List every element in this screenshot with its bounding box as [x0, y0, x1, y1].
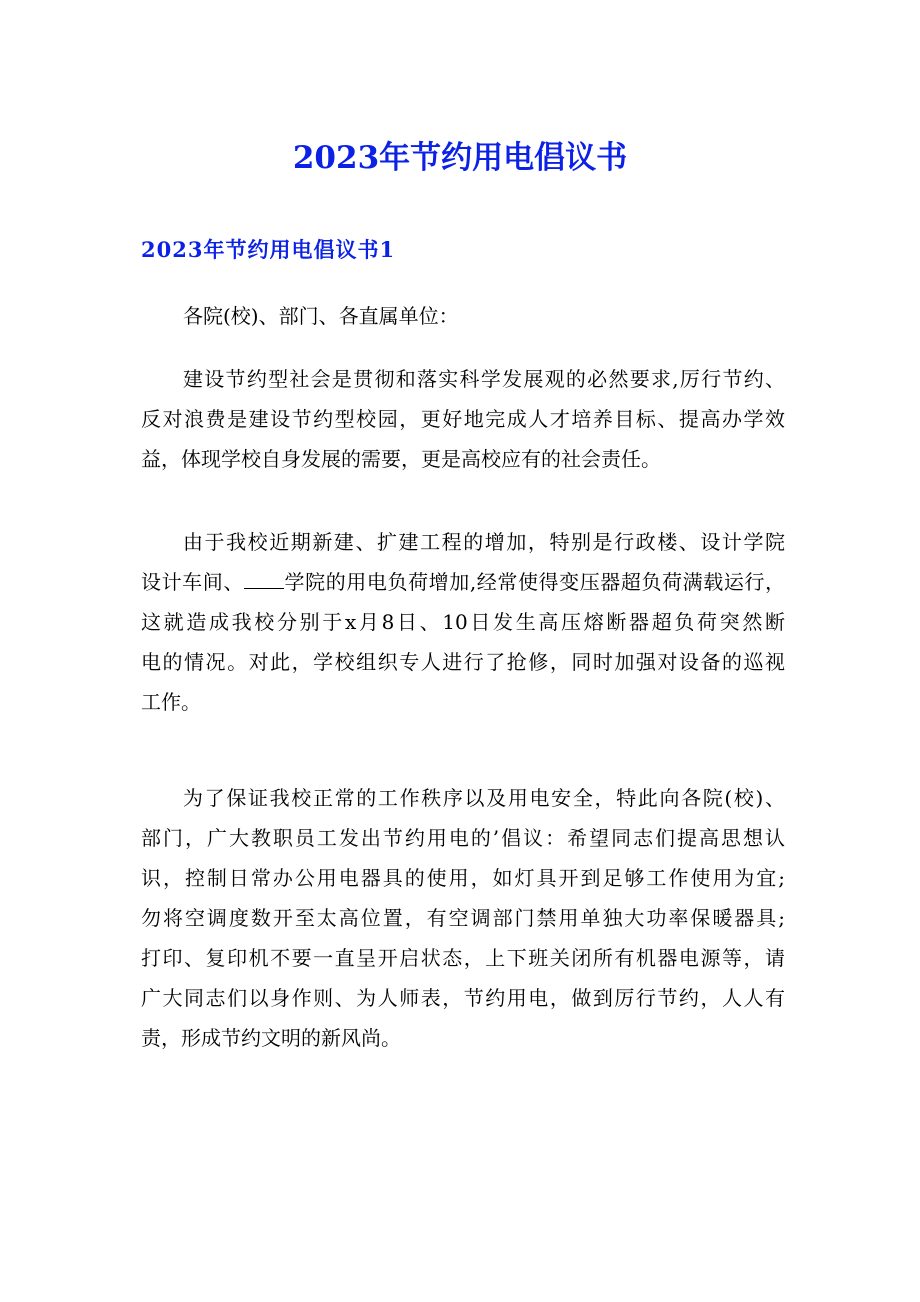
paragraph-line: 电的情况。对此，学校组织专人进行了抢修，同时加强对设备的巡视: [141, 650, 785, 674]
paragraph-line: 打印、复印机不要一直呈开启状态，上下班关闭所有机器电源等，请: [141, 946, 785, 970]
paragraph-line: 建设节约型社会是贯彻和落实科学发展观的必然要求,厉行节约、: [183, 367, 785, 391]
paragraph-line: 这就造成我校分别于x月8日、10日发生高压熔断器超负荷突然断: [141, 610, 785, 634]
paragraph-line: 部门，广大教职员工发出节约用电的’倡议：希望同志们提高思想认: [141, 826, 785, 850]
paragraph-line: 责，形成节约文明的新风尚。: [141, 1026, 401, 1050]
paragraph-line: 勿将空调度数开至太高位置，有空调部门禁用单独大功率保暖器具;: [141, 906, 785, 930]
paragraph-line-with-blank: [141, 562, 785, 602]
document-title: 2023年节约用电倡议书: [292, 140, 628, 176]
paragraph-line: 反对浪费是建设节约型校园，更好地完成人才培养目标、提高办学效: [141, 407, 785, 431]
paragraph-3: [141, 778, 785, 1058]
paragraph-1: [141, 359, 785, 479]
fill-in-blank: [244, 570, 284, 589]
salutation: 各院(校)、部门、各直属单位：: [183, 304, 459, 328]
line-prefix: 设计车间、: [141, 570, 244, 594]
paragraph-line: 广大同志们以身作则、为人师表，节约用电，做到厉行节约，人人有: [141, 986, 785, 1010]
section-heading: 2023年节约用电倡议书1: [141, 237, 396, 262]
line-rest: 学院的用电负荷增加,经常使得变压器超负荷满载运行，: [283, 570, 786, 594]
paragraph-line: 识，控制日常办公用电器具的使用，如灯具开到足够工作使用为宜;: [141, 866, 785, 890]
paragraph-line: 由于我校近期新建、扩建工程的增加，特别是行政楼、设计学院: [183, 530, 785, 554]
paragraph-line: 益，体现学校自身发展的需要，更是高校应有的社会责任。: [141, 447, 661, 471]
paragraph-2: [141, 522, 785, 722]
paragraph-line: 工作。: [141, 690, 201, 714]
paragraph-line: 为了保证我校正常的工作秩序以及用电安全，特此向各院(校)、: [183, 786, 785, 810]
